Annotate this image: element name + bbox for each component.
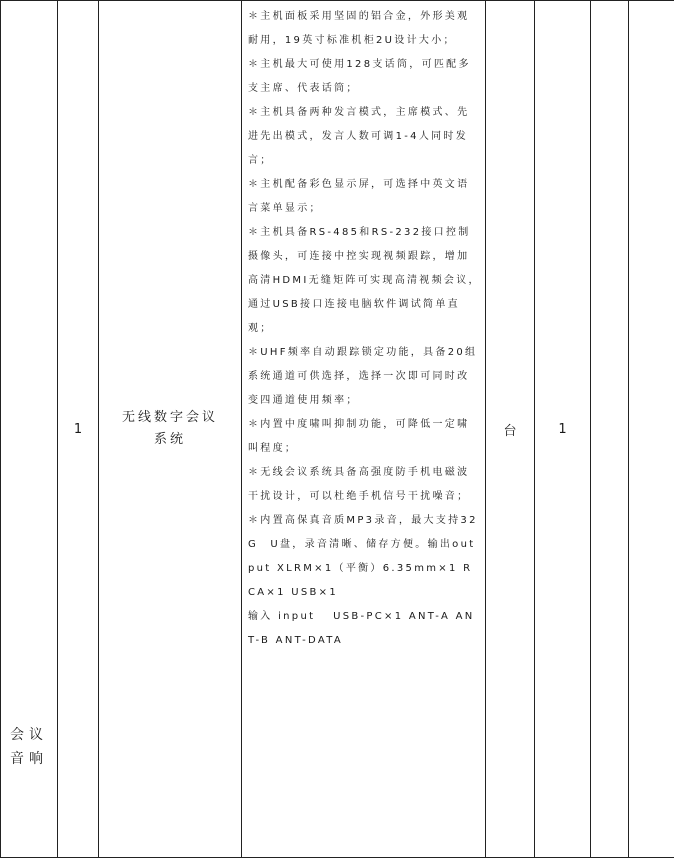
spec-item: ＊主机具备两种发言模式，主席模式、先进先出模式，发言人数可调1-4人同时发言； — [248, 101, 481, 173]
index-value: 1 — [74, 422, 82, 437]
spec-item: ＊内置中度啸叫抑制功能，可降低一定啸叫程度； — [248, 413, 481, 461]
category-label: 会议音响 — [9, 723, 49, 771]
category-cell — [1, 1, 58, 858]
product-name: 无线数字会议系统 — [120, 407, 220, 451]
quantity-cell — [535, 1, 591, 858]
table-row — [1, 1, 674, 858]
spec-item: ＊无线会议系统具备高强度防手机电磁波干扰设计，可以杜绝手机信号干扰噪音； — [248, 461, 481, 509]
spec-item: ＊内置高保真音质MP3录音，最大支持32G U盘，录音清晰、储存方便。输出output XLRM×1（平衡）6.35mm×1 RCA×1 USB×1 — [248, 509, 481, 605]
empty-cell — [629, 1, 674, 858]
spec-cell — [242, 1, 486, 858]
spec-item: 输入 input USB-PC×1 ANT-A ANT-B ANT-DATA — [248, 605, 481, 653]
quantity-value: 1 — [558, 422, 566, 437]
unit-value: 台 — [503, 424, 516, 439]
spec-item: ＊UHF频率自动跟踪锁定功能，具备20组系统通道可供选择，选择一次即可同时改变四通道使用频率； — [248, 341, 481, 413]
spec-list — [248, 5, 481, 653]
empty-cell — [591, 1, 629, 858]
spec-item: ＊主机面板采用坚固的铝合金，外形美观耐用，19英寸标准机柜2U设计大小； — [248, 5, 481, 53]
name-cell — [99, 1, 242, 858]
spec-item: ＊主机配备彩色显示屏，可选择中英文语言菜单显示； — [248, 173, 481, 221]
spec-item: ＊主机具备RS-485和RS-232接口控制摄像头，可连接中控实现视频跟踪，增加高清HDMI无缝矩阵可实现高清视频会议，通过USB接口连接电脑软件调试简单直观； — [248, 221, 481, 341]
spec-item: ＊主机最大可使用128支话筒，可匹配多支主席、代表话筒； — [248, 53, 481, 101]
unit-cell — [486, 1, 535, 858]
index-cell — [58, 1, 99, 858]
